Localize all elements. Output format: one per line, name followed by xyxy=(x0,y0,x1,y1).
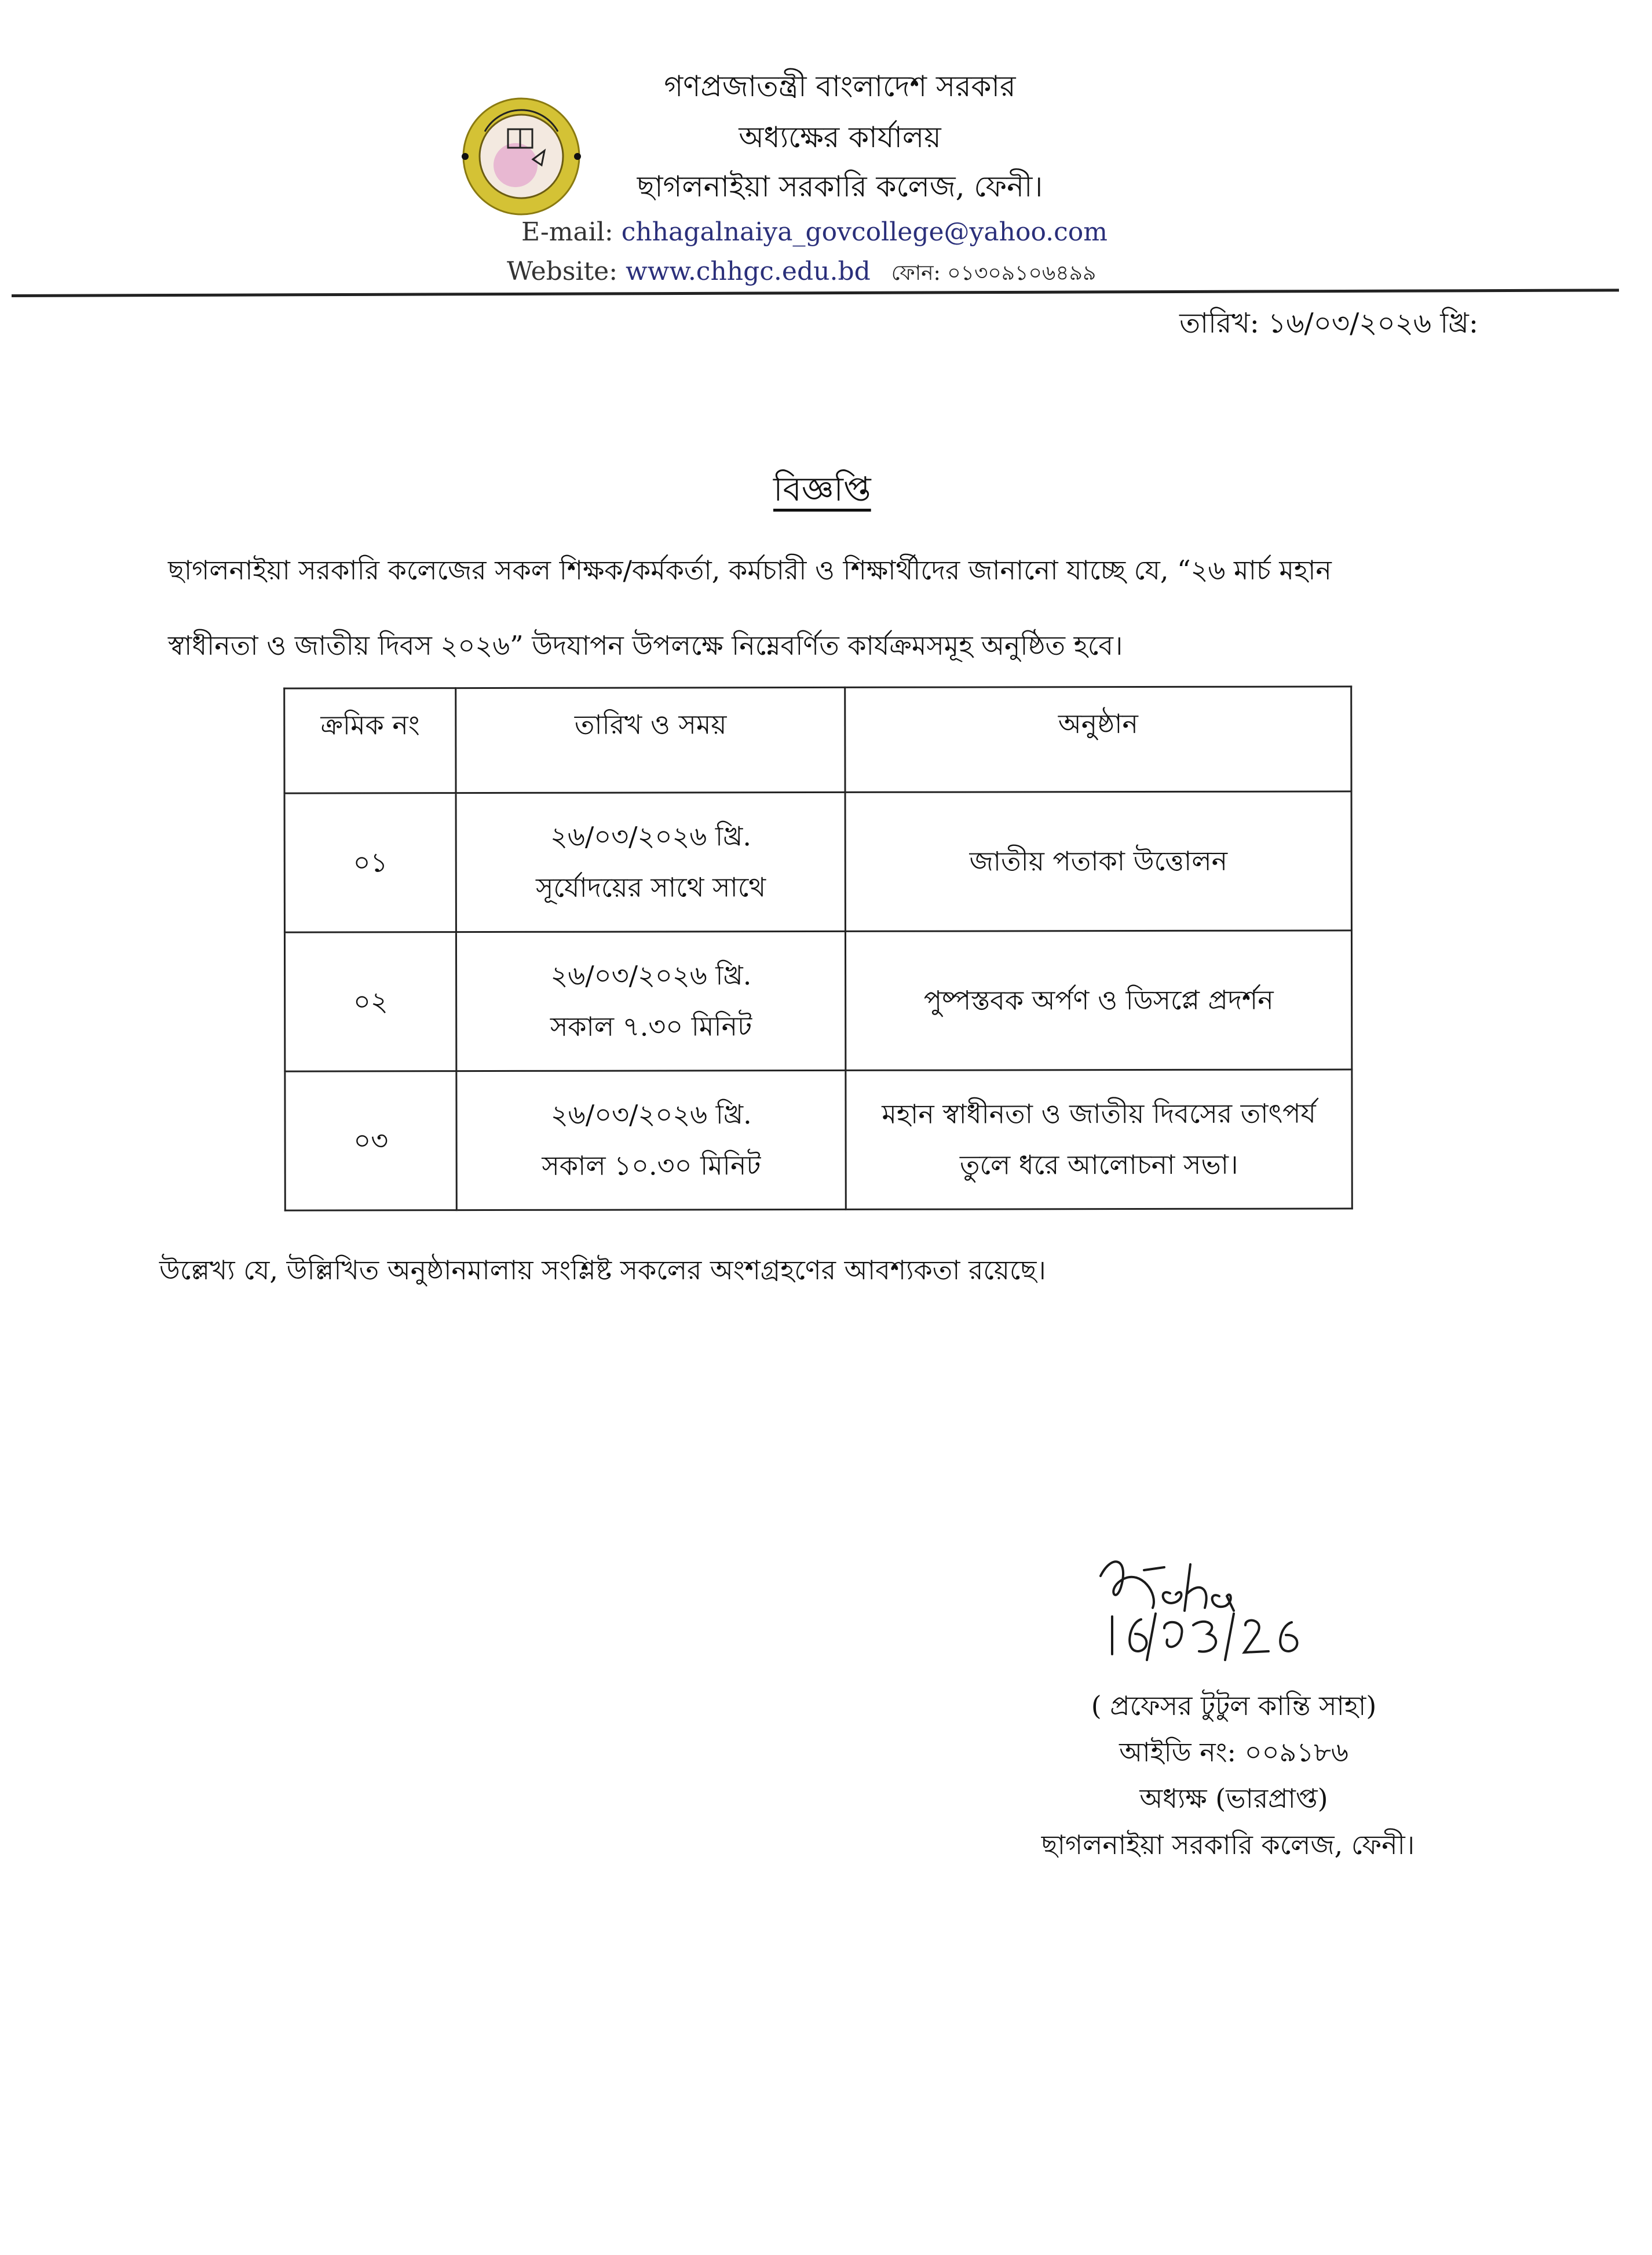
table-row xyxy=(285,1070,1352,1210)
schedule-table xyxy=(283,685,1353,1211)
time-text: সকাল ১০.৩০ মিনিট xyxy=(542,1149,761,1181)
email-address[interactable]: chhagalnaiya_govcollege@yahoo.com xyxy=(621,217,1108,247)
phone-number: ফোন: ০১৩০৯১০৬৪৯৯ xyxy=(891,261,1097,285)
date-text: ২৬/০৩/২০২৬ খ্রি. xyxy=(550,1099,752,1130)
table-row xyxy=(284,791,1351,932)
time-text: সকাল ৭.৩০ মিনিট xyxy=(550,1010,752,1042)
header-event: অনুষ্ঠান xyxy=(845,687,1351,793)
notice-body-line-1: ছাগলনাইয়া সরকারি কলেজের সকল শিক্ষক/কর্মকর্তা, কর্মচারী ও শিক্ষার্থীদের জানানো যাচ্ছে যে, “২৬ মার্চ মহান xyxy=(168,554,1332,586)
website-label: Website: xyxy=(507,257,618,286)
table-header-row xyxy=(284,687,1351,793)
date-time-cell xyxy=(456,931,846,1071)
event-text: জাতীয় পতাকা উত্তোলন xyxy=(969,845,1228,877)
header-serial: ক্রমিক নং xyxy=(284,688,456,794)
date-time-cell xyxy=(456,1070,846,1210)
government-title: গণপ্রজাতন্ত্রী বাংলাদেশ সরকার xyxy=(664,70,1016,103)
college-seal-logo xyxy=(460,96,582,217)
date-text: ২৬/০৩/২০২৬ খ্রি. xyxy=(550,959,752,991)
remark-note: উল্লেখ্য যে, উল্লিখিত অনুষ্ঠানমালায় সংশ্লিষ্ট সকলের অংশগ্রহণের আবশ্যকতা রয়েছে। xyxy=(159,1254,1046,1286)
signatory-id: আইডি নং: ০০৯১৮৬ xyxy=(1119,1736,1348,1768)
serial-cell: ০২ xyxy=(284,932,456,1072)
website-line xyxy=(507,257,1096,292)
notice-title: বিজ্ঞপ্তি xyxy=(773,469,871,509)
email-line xyxy=(521,217,1108,247)
notice-date: তারিখ: ১৬/০৩/২০২৬ খ্রি: xyxy=(1179,307,1478,340)
event-text-continued: তুলে ধরে আলোচনা সভা। xyxy=(959,1148,1238,1181)
time-text: সূর্যোদয়ের সাথে সাথে xyxy=(536,871,766,903)
table-row xyxy=(284,931,1351,1071)
header-date-time: তারিখ ও সময় xyxy=(456,687,845,793)
event-cell xyxy=(846,931,1352,1071)
website-address[interactable]: www.chhgc.edu.bd xyxy=(626,257,871,286)
signatory-college: ছাগলনাইয়া সরকারি কলেজ, ফেনী। xyxy=(1041,1829,1415,1860)
college-name: ছাগলনাইয়া সরকারি কলেজ, ফেনী। xyxy=(637,170,1043,203)
office-name: অধ্যক্ষের কার্যালয় xyxy=(739,121,941,154)
event-text: পুষ্পস্তবক অর্পণ ও ডিসপ্লে প্রদর্শন xyxy=(923,984,1274,1016)
signatory-name: ( প্রফেসর টুটুল কান্তি সাহা) xyxy=(1091,1690,1377,1721)
serial-cell: ০৩ xyxy=(285,1071,457,1211)
notice-body-line-2: স্বাধীনতা ও জাতীয় দিবস ২০২৬” উদযাপন উপলক্ষে নিম্নেবর্ণিত কার্যক্রমসমূহ অনুষ্ঠিত হবে। xyxy=(168,630,1123,661)
signatory-role: অধ্যক্ষ (ভারপ্রাপ্ত) xyxy=(1139,1783,1328,1814)
date-time-cell xyxy=(456,792,845,932)
date-text: ২৬/০৩/২০২৬ খ্রি. xyxy=(550,820,751,852)
email-label: E-mail: xyxy=(521,217,613,247)
handwritten-signature xyxy=(1089,1553,1361,1669)
event-text: মহান স্বাধীনতা ও জাতীয় দিবসের তাৎপর্য xyxy=(882,1097,1316,1130)
event-cell xyxy=(846,1070,1352,1210)
serial-cell: ০১ xyxy=(284,793,456,933)
event-cell xyxy=(845,791,1351,932)
